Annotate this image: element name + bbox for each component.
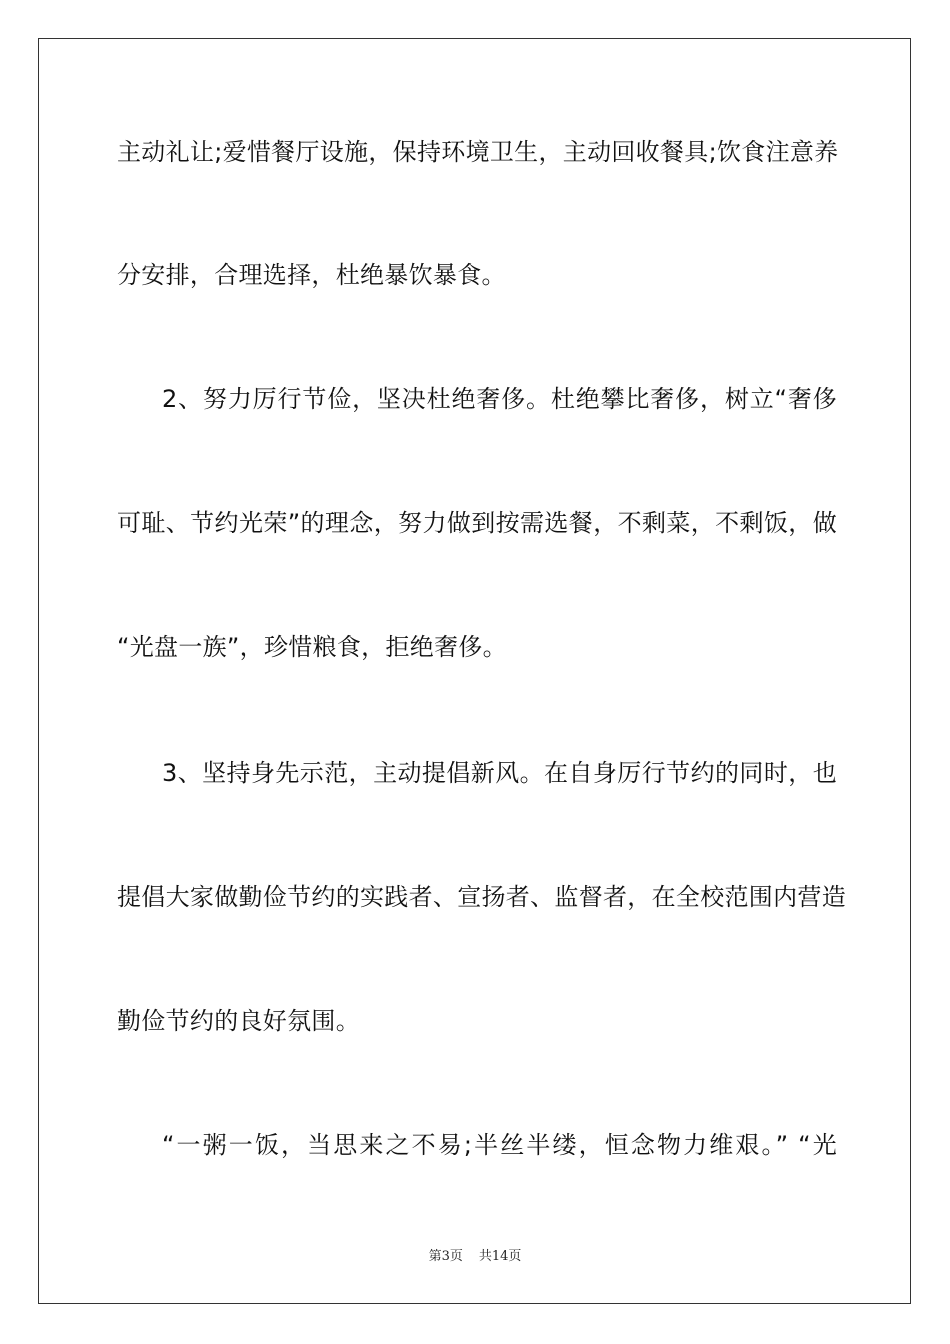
page-total: 共14页 [478, 1249, 522, 1264]
paragraph-line: 分安排，合理选择，杜绝暴饮暴食。 [117, 261, 506, 289]
paragraph-line: 3、坚持身先示范，主动提倡新风。在自身厉行节约的同时，也 [162, 759, 837, 787]
page-number: 第3页 [428, 1249, 463, 1264]
paragraph-line: “一粥一饭，当思来之不易;半丝半缕，恒念物力维艰。” “光 [162, 1131, 837, 1159]
paragraph-line: 可耻、节约光荣”的理念，努力做到按需选餐，不剩菜，不剩饭，做 [117, 509, 837, 537]
page-border [38, 38, 911, 1304]
page-footer [0, 1248, 950, 1266]
paragraph-line: 提倡大家做勤俭节约的实践者、宣扬者、监督者，在全校范围内营造 [117, 883, 846, 911]
paragraph-line: 勤俭节约的良好氛围。 [117, 1007, 360, 1035]
paragraph-line: 主动礼让;爱惜餐厅设施，保持环境卫生，主动回收餐具;饮食注意养 [117, 138, 839, 166]
paragraph-line: 2、努力厉行节俭，坚决杜绝奢侈。杜绝攀比奢侈，树立“奢侈 [162, 385, 837, 413]
paragraph-line: “光盘一族”，珍惜粮食，拒绝奢侈。 [117, 633, 507, 661]
